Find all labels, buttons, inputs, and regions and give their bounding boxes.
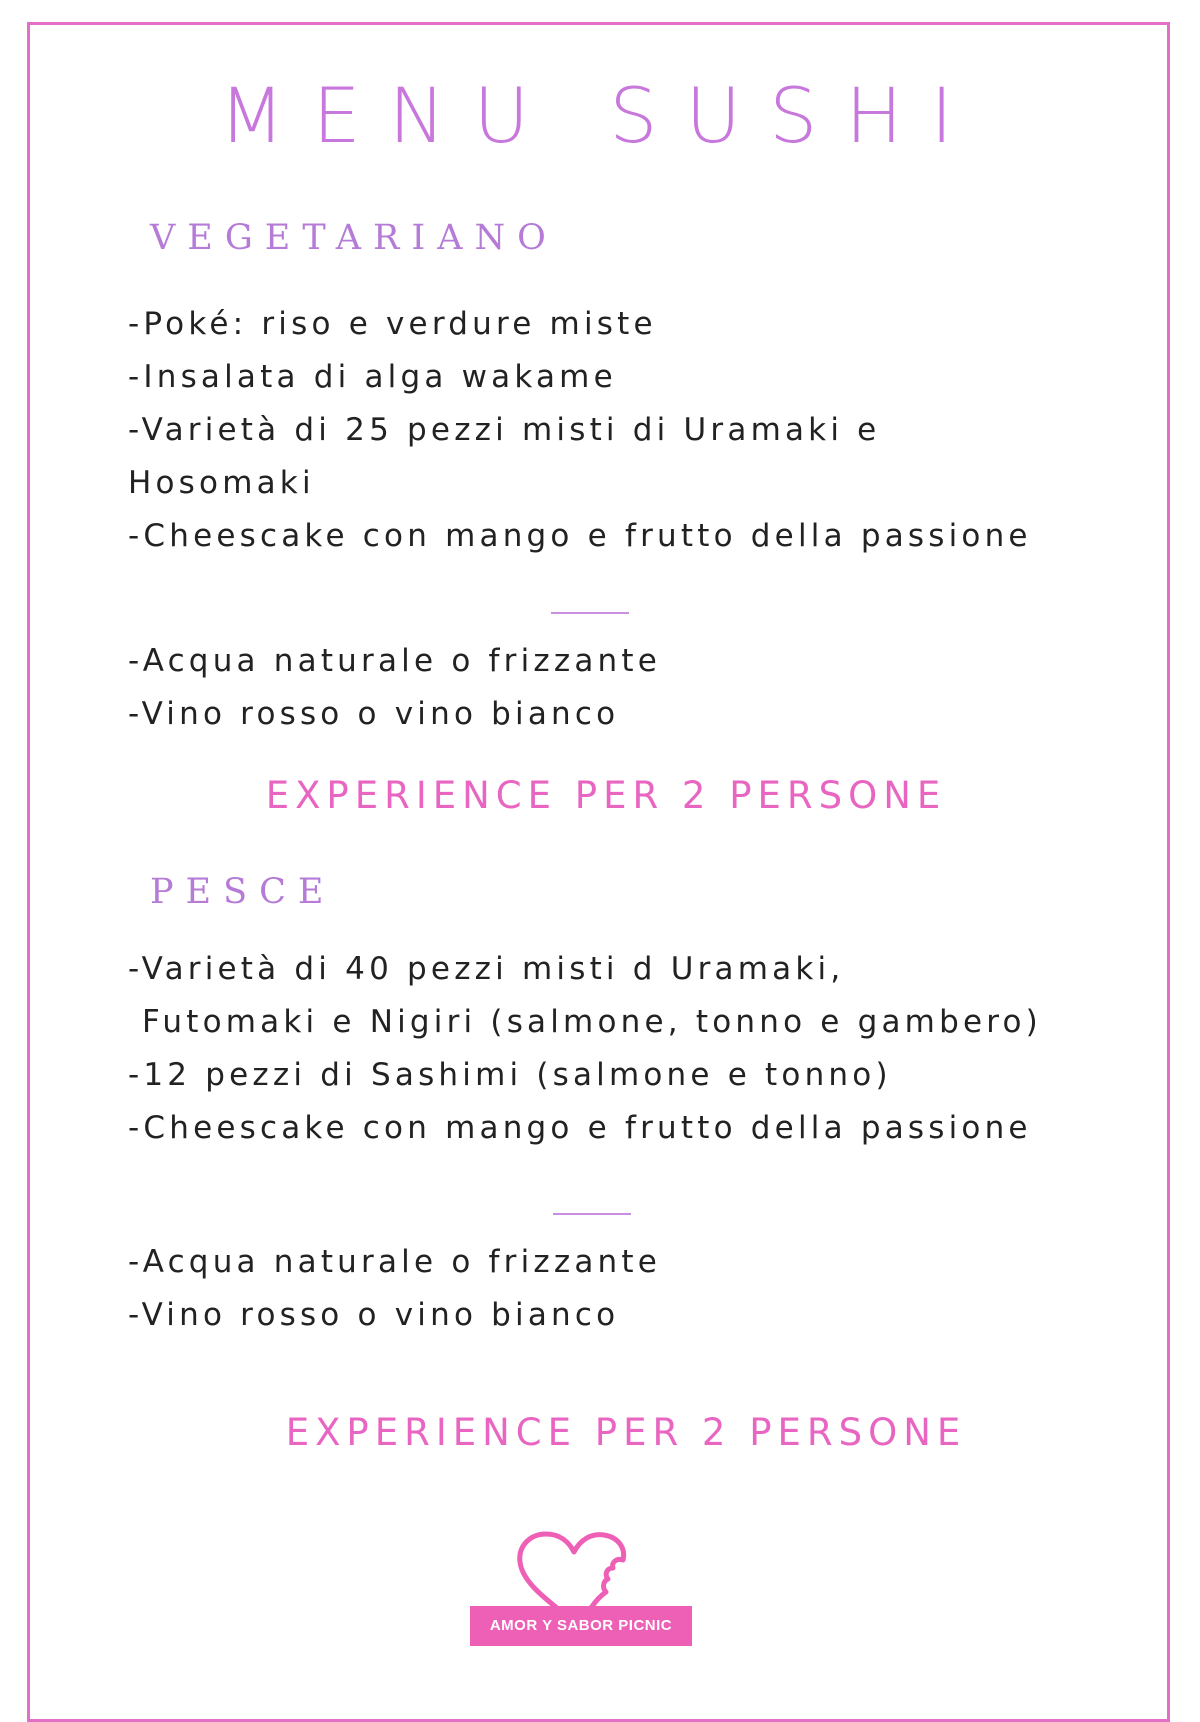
pesce-drinks (128, 1236, 661, 1342)
menu-item: -Poké: riso e verdure miste (128, 306, 657, 342)
experience-label: EXPERIENCE PER 2 PERSONE (285, 1411, 967, 1454)
drink-item: -Vino rosso o vino bianco (128, 1297, 620, 1333)
drink-item: -Acqua naturale o frizzante (128, 643, 662, 679)
menu-item: -Insalata di alga wakame (128, 359, 617, 395)
section-heading-pesce: PESCE (150, 872, 336, 912)
menu-title: MENU SUSHI (219, 71, 981, 160)
vegetariano-items (128, 298, 1032, 563)
menu-item: -Varietà di 25 pezzi misti di Uramaki e (128, 412, 881, 448)
menu-item: -Cheescake con mango e frutto della passione (128, 1110, 1032, 1146)
section-divider (553, 1213, 631, 1215)
logo-wordmark: AMOR Y SABOR PICNIC (470, 1606, 692, 1646)
menu-item: Hosomaki (128, 465, 315, 501)
menu-item: -Varietà di 40 pezzi misti d Uramaki, (128, 951, 845, 987)
pesce-items (128, 943, 1042, 1155)
drink-item: -Vino rosso o vino bianco (128, 696, 620, 732)
experience-label: EXPERIENCE PER 2 PERSONE (265, 774, 947, 817)
menu-item: Futomaki e Nigiri (salmone, tonno e gambero) (128, 1004, 1042, 1040)
section-divider (551, 612, 629, 614)
section-heading-vegetariano: VEGETARIANO (150, 218, 558, 258)
brand-logo (470, 1518, 692, 1650)
menu-item: -12 pezzi di Sashimi (salmone e tonno) (128, 1057, 892, 1093)
menu-item: -Cheescake con mango e frutto della passione (128, 518, 1032, 554)
vegetariano-drinks (128, 635, 661, 741)
heart-bite-icon (470, 1518, 692, 1618)
drink-item: -Acqua naturale o frizzante (128, 1244, 662, 1280)
